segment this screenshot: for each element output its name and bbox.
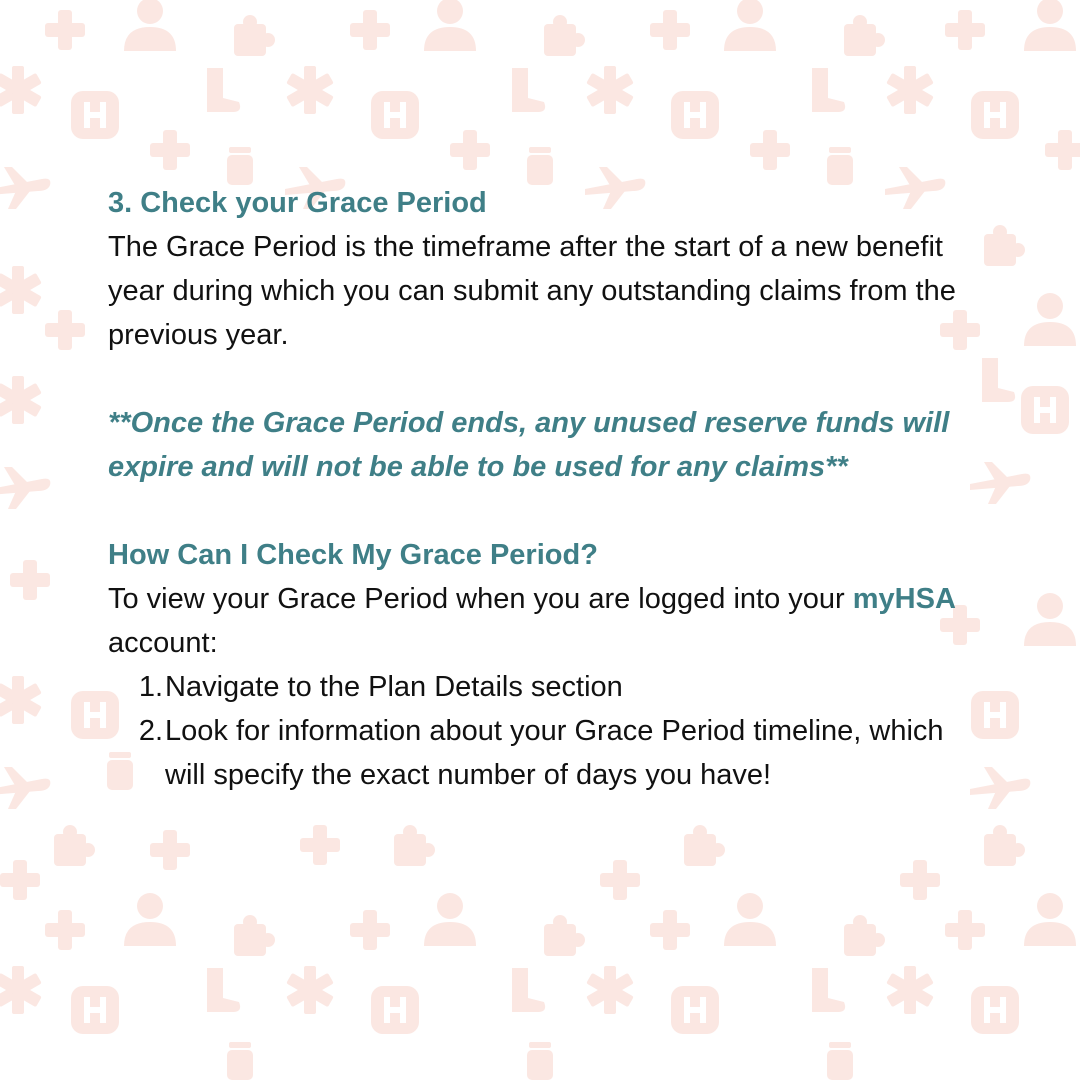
grace-period-card [108,181,988,797]
instructions-intro [108,577,988,665]
step-text: Look for information about your Grace Period timeline, which will specify the exact number of days you have! [165,715,944,791]
section-heading-check-grace-period: 3. Check your Grace Period [108,187,487,219]
spacer [108,357,988,401]
step-number: 1. [138,671,163,703]
list-item [108,665,988,709]
step-text: Navigate to the Plan Details section [165,671,623,703]
expiry-warning-note: **Once the Grace Period ends, any unused reserve funds will expire and will not be able to be used for any claims** [108,407,950,483]
step-number: 2. [138,715,163,747]
instruction-steps-list [108,665,988,797]
list-item [108,709,988,797]
section-heading-how-to-check: How Can I Check My Grace Period? [108,539,598,571]
myhsa-brand-name: myHSA [852,583,956,615]
intro-text-before: To view your Grace Period when you are logged into your [108,583,853,615]
grace-period-definition: The Grace Period is the timeframe after the start of a new benefit year during which you can submit any outstanding claims from the previous year. [108,231,956,351]
spacer [108,489,988,533]
intro-text-after: account: [108,627,218,659]
